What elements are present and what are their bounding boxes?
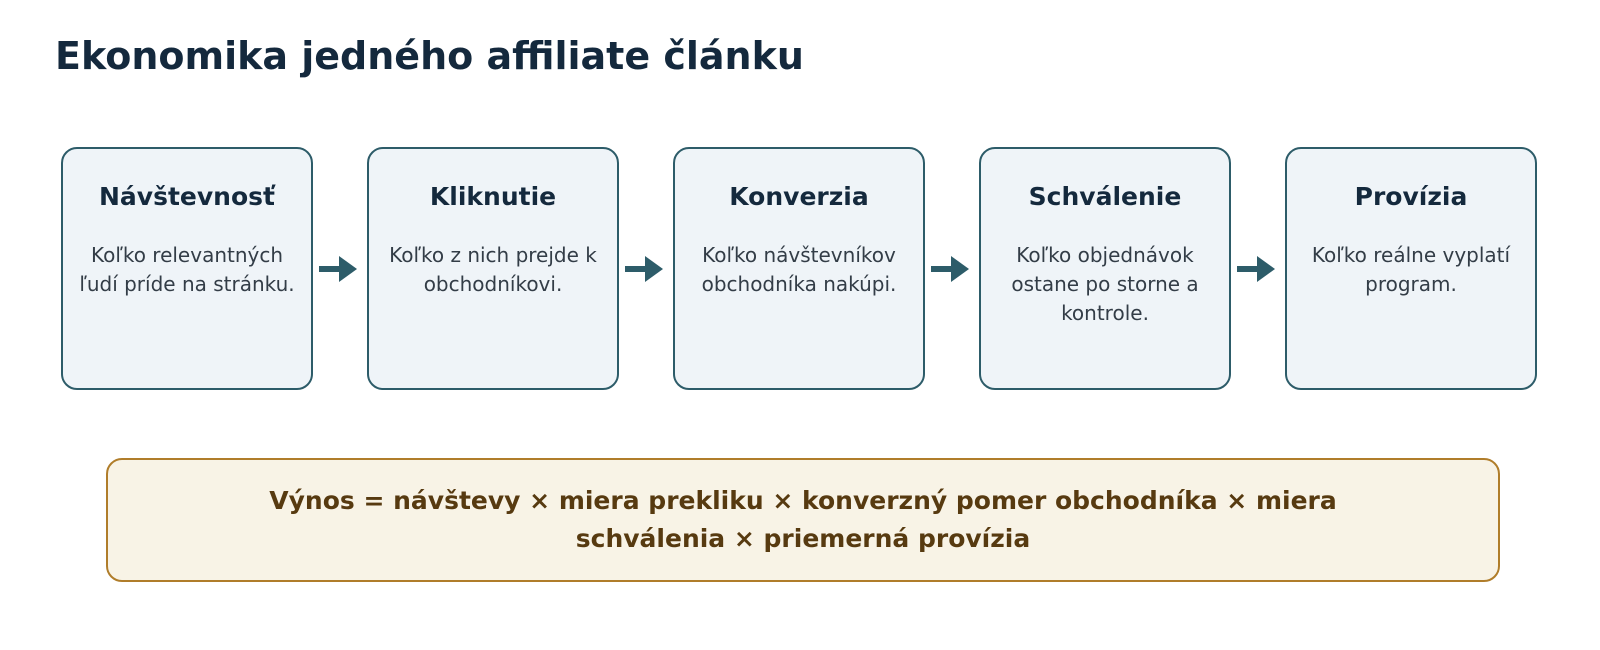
step-title: Schválenie bbox=[1028, 182, 1182, 211]
step-title: Návštevnosť bbox=[99, 182, 275, 211]
step-description: Koľko objednávok ostane po storne a kontrole. bbox=[1011, 243, 1199, 325]
step-description: Koľko relevantných ľudí príde na stránku. bbox=[79, 243, 295, 296]
arrow-right-icon bbox=[931, 256, 971, 282]
arrow-right-icon bbox=[625, 256, 665, 282]
step-card-kliknutie bbox=[367, 147, 619, 390]
step-title: Kliknutie bbox=[429, 182, 557, 211]
step-card-konverzia bbox=[673, 147, 925, 390]
arrow-right-icon bbox=[319, 256, 359, 282]
step-title: Konverzia bbox=[729, 182, 869, 211]
arrow-right-icon bbox=[1237, 256, 1277, 282]
page-title: Ekonomika jedného affiliate článku bbox=[55, 34, 804, 78]
formula-text: Výnos = návštevy × miera prekliku × konverzný pomer obchodníka × miera schválenia × priemerná provízia bbox=[269, 486, 1337, 553]
step-card-schvalenie bbox=[979, 147, 1231, 390]
step-description: Koľko reálne vyplatí program. bbox=[1311, 243, 1511, 296]
step-description: Koľko z nich prejde k obchodníkovi. bbox=[389, 243, 597, 296]
step-card-navstevnost bbox=[61, 147, 313, 390]
formula-box bbox=[106, 458, 1500, 582]
step-card-provizia bbox=[1285, 147, 1537, 390]
step-title: Provízia bbox=[1354, 182, 1468, 211]
step-description: Koľko návštevníkov obchodníka nakúpi. bbox=[701, 243, 897, 296]
